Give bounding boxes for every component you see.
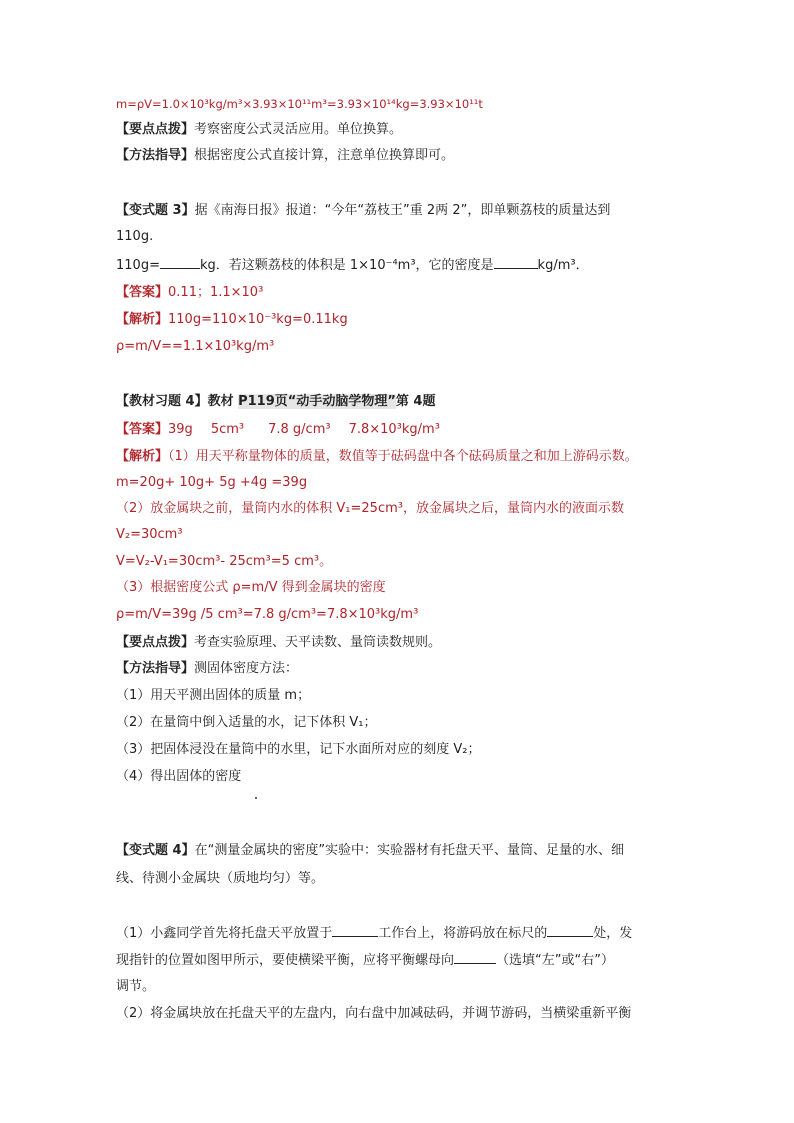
- answer-tag: 【答案】: [116, 285, 169, 300]
- p1-text-c: 处，发: [593, 926, 633, 941]
- method-step2: （2）在量筒中倒入适量的水，记下体积 V₁；: [116, 715, 377, 730]
- variant3-q-part1: 110g=: [116, 258, 160, 273]
- variant4-p1-line3: 调节。: [116, 979, 156, 994]
- method-step1: （1）用天平测出固体的质量 m；: [116, 688, 311, 703]
- textbook4-method-line: [116, 660, 298, 678]
- variant3-question-line2: 110g.: [116, 229, 154, 244]
- p1-line2-b: （选填“左”或“右”）: [496, 953, 614, 968]
- textbook4-analysis-line1: [116, 448, 638, 466]
- analysis-step1: （1）用天平称量物体的质量，数值等于砝码盘中各个砝码质量之和加上游码示数。: [168, 449, 638, 464]
- variant4-intro-line2: 线、待测小金属块（质地均匀）等。: [116, 871, 325, 886]
- formula-placeholder-dot: [255, 797, 257, 799]
- variant4-p1-line1: [116, 924, 632, 943]
- p1-text-a: （1）小鑫同学首先将托盘天平放置于: [116, 926, 333, 941]
- answer-3: 7.8 g/cm³: [268, 422, 331, 437]
- answer-2: 5cm³: [210, 422, 245, 437]
- textbook4-title-a: 教材: [207, 394, 239, 409]
- variant3-q-part3: kg/m³．: [537, 258, 589, 273]
- variant3-tag: 【变式题 3】: [116, 203, 195, 218]
- answer-blank[interactable]: [547, 924, 593, 937]
- analysis-tag: 【解析】: [116, 449, 169, 464]
- keypoint-text: 考查实验原理、天平读数、量筒读数规则。: [194, 635, 442, 650]
- answer-tag: 【答案】: [116, 422, 169, 437]
- variant3-analysis-line: [116, 311, 348, 329]
- analysis-v2: V₂=30cm³: [116, 527, 183, 542]
- variant3-blank-line: [116, 256, 589, 275]
- p1-line2-a: 现指针的位置如图甲所示，要使横梁平衡，应将平衡螺母向: [116, 953, 455, 968]
- answer-blank[interactable]: [494, 256, 538, 269]
- analysis-step2: （2）放金属块之前，量筒内水的体积 V₁=25cm³，放金属块之后，量筒内水的液面示数: [116, 501, 624, 516]
- textbook4-title-c: 第 4题: [395, 394, 436, 409]
- analysis-mass-calc: m=20g+ 10g+ 5g +4g =39g: [116, 475, 308, 490]
- analysis-tag: 【解析】: [116, 312, 169, 327]
- method-text: 测固体密度方法：: [194, 661, 299, 676]
- textbook4-keypoint-line: [116, 634, 441, 652]
- variant4-tag: 【变式题 4】: [116, 843, 195, 858]
- method-text: 根据密度公式直接计算，注意单位换算即可。: [194, 148, 455, 163]
- answer-4: 7.8×10³kg/m³: [348, 422, 440, 437]
- method-line: [116, 147, 454, 165]
- answer-1: 39g: [168, 422, 193, 437]
- method-step4: （4）得出固体的密度: [116, 769, 242, 784]
- answer-blank[interactable]: [160, 256, 200, 269]
- variant4-intro-line1: [116, 842, 624, 860]
- variant4-p1-line2: [116, 951, 614, 970]
- textbook4-tag: 【教材习题 4】: [116, 394, 208, 409]
- keypoint-line: [116, 121, 402, 139]
- textbook4-title-b: P119页“动手动脑学物理”: [238, 394, 396, 409]
- keypoint-text: 考察密度公式灵活应用。单位换算。: [194, 122, 403, 137]
- variant3-question: 据《南海日报》报道：“今年“荔枝王”重 2两 2”，即单颗荔枝的质量达到: [194, 203, 611, 218]
- analysis-text: 110g=110×10⁻³kg=0.11kg: [168, 312, 348, 327]
- variant3-question-line1: [116, 202, 610, 220]
- answer-text: 0.11；1.1×10³: [168, 285, 264, 300]
- answer-blank[interactable]: [454, 951, 496, 964]
- variant3-q-part2: kg．若这颗荔枝的体积是 1×10⁻⁴m³，它的密度是: [199, 258, 494, 273]
- density-formula-line: m=ρV=1.0×10³kg/m³×3.93×10¹¹m³=3.93×10¹⁴kg=3.93×10¹¹t: [116, 97, 483, 111]
- variant4-p2-line: （2）将金属块放在托盘天平的左盘内，向右盘中加减砝码，并调节游码，当横梁重新平衡: [116, 1006, 632, 1021]
- textbook4-title-line: [116, 393, 435, 411]
- variant3-answer-line: [116, 284, 263, 302]
- textbook4-answer-line: [116, 421, 440, 439]
- method-tag: 【方法指导】: [116, 661, 195, 676]
- variant3-analysis-line2: ρ=m/V==1.1×10³kg/m³: [116, 339, 275, 354]
- analysis-step3: （3）根据密度公式 ρ=m/V 得到金属块的密度: [116, 580, 386, 595]
- keypoint-tag: 【要点点拨】: [116, 122, 195, 137]
- variant4-intro: 在“测量金属块的密度”实验中：实验器材有托盘天平、量筒、足量的水、细: [194, 843, 625, 858]
- method-step3: （3）把固体浸没在量筒中的水里，记下水面所对应的刻度 V₂；: [116, 742, 481, 757]
- p1-text-b: 工作台上，将游码放在标尺的: [378, 926, 548, 941]
- analysis-volume-calc: V=V₂-V₁=30cm³- 25cm³=5 cm³。: [116, 554, 333, 569]
- answer-blank[interactable]: [332, 924, 378, 937]
- analysis-density-calc: ρ=m/V=39g /5 cm³=7.8 g/cm³=7.8×10³kg/m³: [116, 607, 419, 622]
- keypoint-tag: 【要点点拨】: [116, 635, 195, 650]
- method-tag: 【方法指导】: [116, 148, 195, 163]
